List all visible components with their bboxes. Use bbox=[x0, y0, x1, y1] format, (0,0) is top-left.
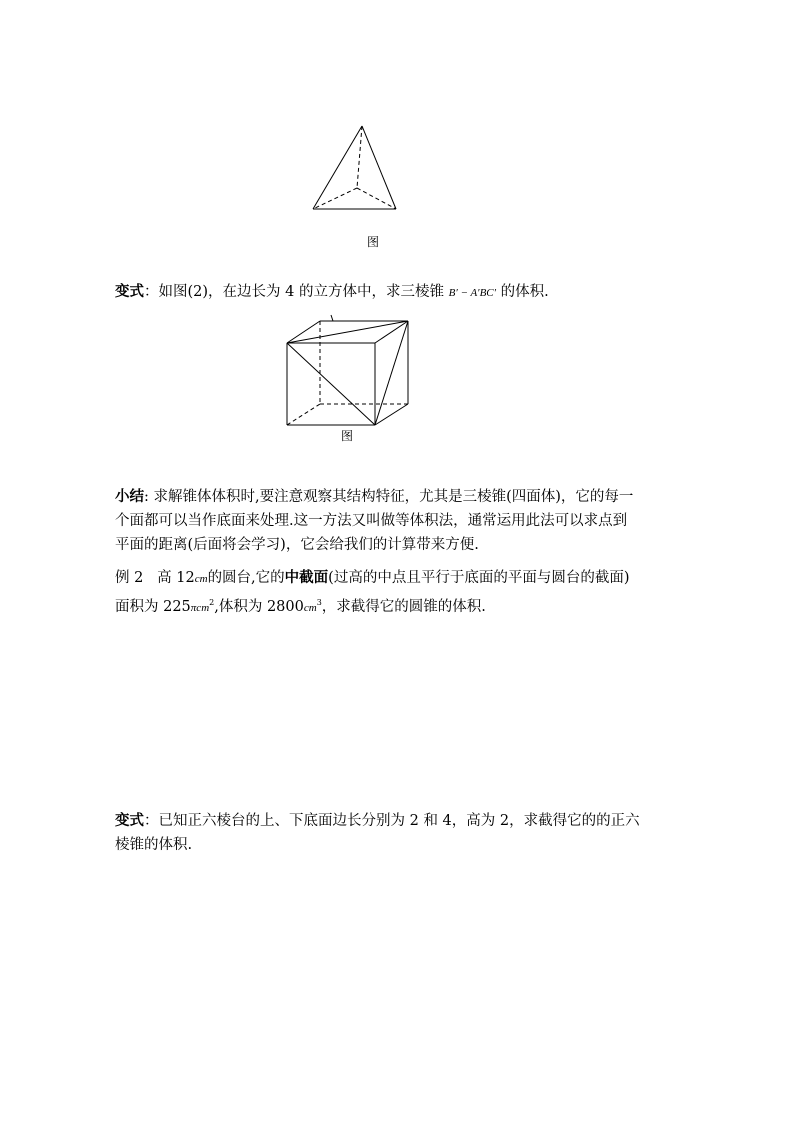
variant1-formula: B′ − A′BC′ bbox=[448, 287, 497, 299]
variant2-paragraph bbox=[115, 809, 640, 857]
tetra-edge-right bbox=[362, 126, 396, 209]
summary-label: 小结 bbox=[115, 488, 144, 505]
example2-volume-exponent: 3 bbox=[316, 598, 322, 607]
example2-area-unit: πcm bbox=[190, 601, 210, 614]
example2-paragraph bbox=[115, 566, 629, 620]
cube-tick-mark bbox=[331, 315, 333, 321]
example2-area-text: 面积为 225 bbox=[115, 598, 191, 615]
tetra-hidden-edge-right bbox=[357, 188, 396, 209]
tetrahedron-figure bbox=[300, 120, 410, 220]
example2-line-1 bbox=[115, 566, 629, 591]
example2-question: ，求截得它的圆锥的体积. bbox=[321, 598, 486, 615]
example2-height: 高 12 bbox=[157, 570, 195, 586]
summary-line-1 bbox=[115, 485, 633, 509]
summary-paragraph bbox=[115, 485, 633, 557]
variant2-label: 变式 bbox=[115, 812, 144, 829]
variant1-paragraph bbox=[115, 280, 549, 305]
cube-diagonal-right bbox=[375, 321, 408, 425]
variant1-text: ：如图(2)，在边长为 4 的立方体中，求三棱锥 bbox=[144, 284, 449, 300]
summary-line-2: 个面都可以当作底面来处理.这一方法又叫做等体积法，通常运用此法可以求点到 bbox=[115, 513, 628, 529]
tetra-edge-left bbox=[313, 126, 362, 209]
variant2-line-1 bbox=[115, 809, 640, 833]
cube-figure bbox=[280, 312, 415, 432]
example2-area-exponent: 2 bbox=[209, 598, 215, 607]
tetra-hidden-edge-vertical bbox=[357, 126, 362, 188]
example2-line-2 bbox=[115, 591, 629, 620]
cube-hidden-depth bbox=[287, 404, 320, 425]
variant2-line-2: 棱锥的体积. bbox=[115, 837, 193, 853]
summary-line1-text: : 求解锥体体积时,要注意观察其结构特征，尤其是三棱锥(四面体)，它的每一 bbox=[144, 489, 634, 505]
figure1-caption: 图 bbox=[367, 235, 380, 249]
cube-bottom-right-edge bbox=[375, 404, 408, 425]
example2-mid-text: 的圆台,它的 bbox=[207, 570, 285, 586]
variant1-tail: 的体积. bbox=[496, 284, 549, 300]
example2-bold-term: 中截面 bbox=[284, 569, 329, 586]
example2-paren-text: (过高的中点且平行于底面的平面与圆台的截面) bbox=[328, 570, 630, 586]
summary-line-3: 平面的距离(后面将会学习)，它会给我们的计算带来方便. bbox=[115, 537, 479, 553]
cube-diagonal-front bbox=[287, 343, 375, 425]
example2-volume-text: ,体积为 2800 bbox=[214, 598, 304, 615]
example2-unit-cm: cm bbox=[194, 573, 208, 585]
example2-volume-unit: cm bbox=[303, 601, 317, 614]
example2-label: 例 2 bbox=[115, 570, 144, 586]
variant2-line1-text: ：已知正六棱台的上、下底面边长分别为 2 和 4，高为 2，求截得它的的正六 bbox=[144, 813, 640, 829]
cube-diagonal-top bbox=[287, 321, 408, 343]
figure2-caption: 图 bbox=[341, 429, 354, 443]
variant1-label: 变式 bbox=[115, 283, 144, 300]
